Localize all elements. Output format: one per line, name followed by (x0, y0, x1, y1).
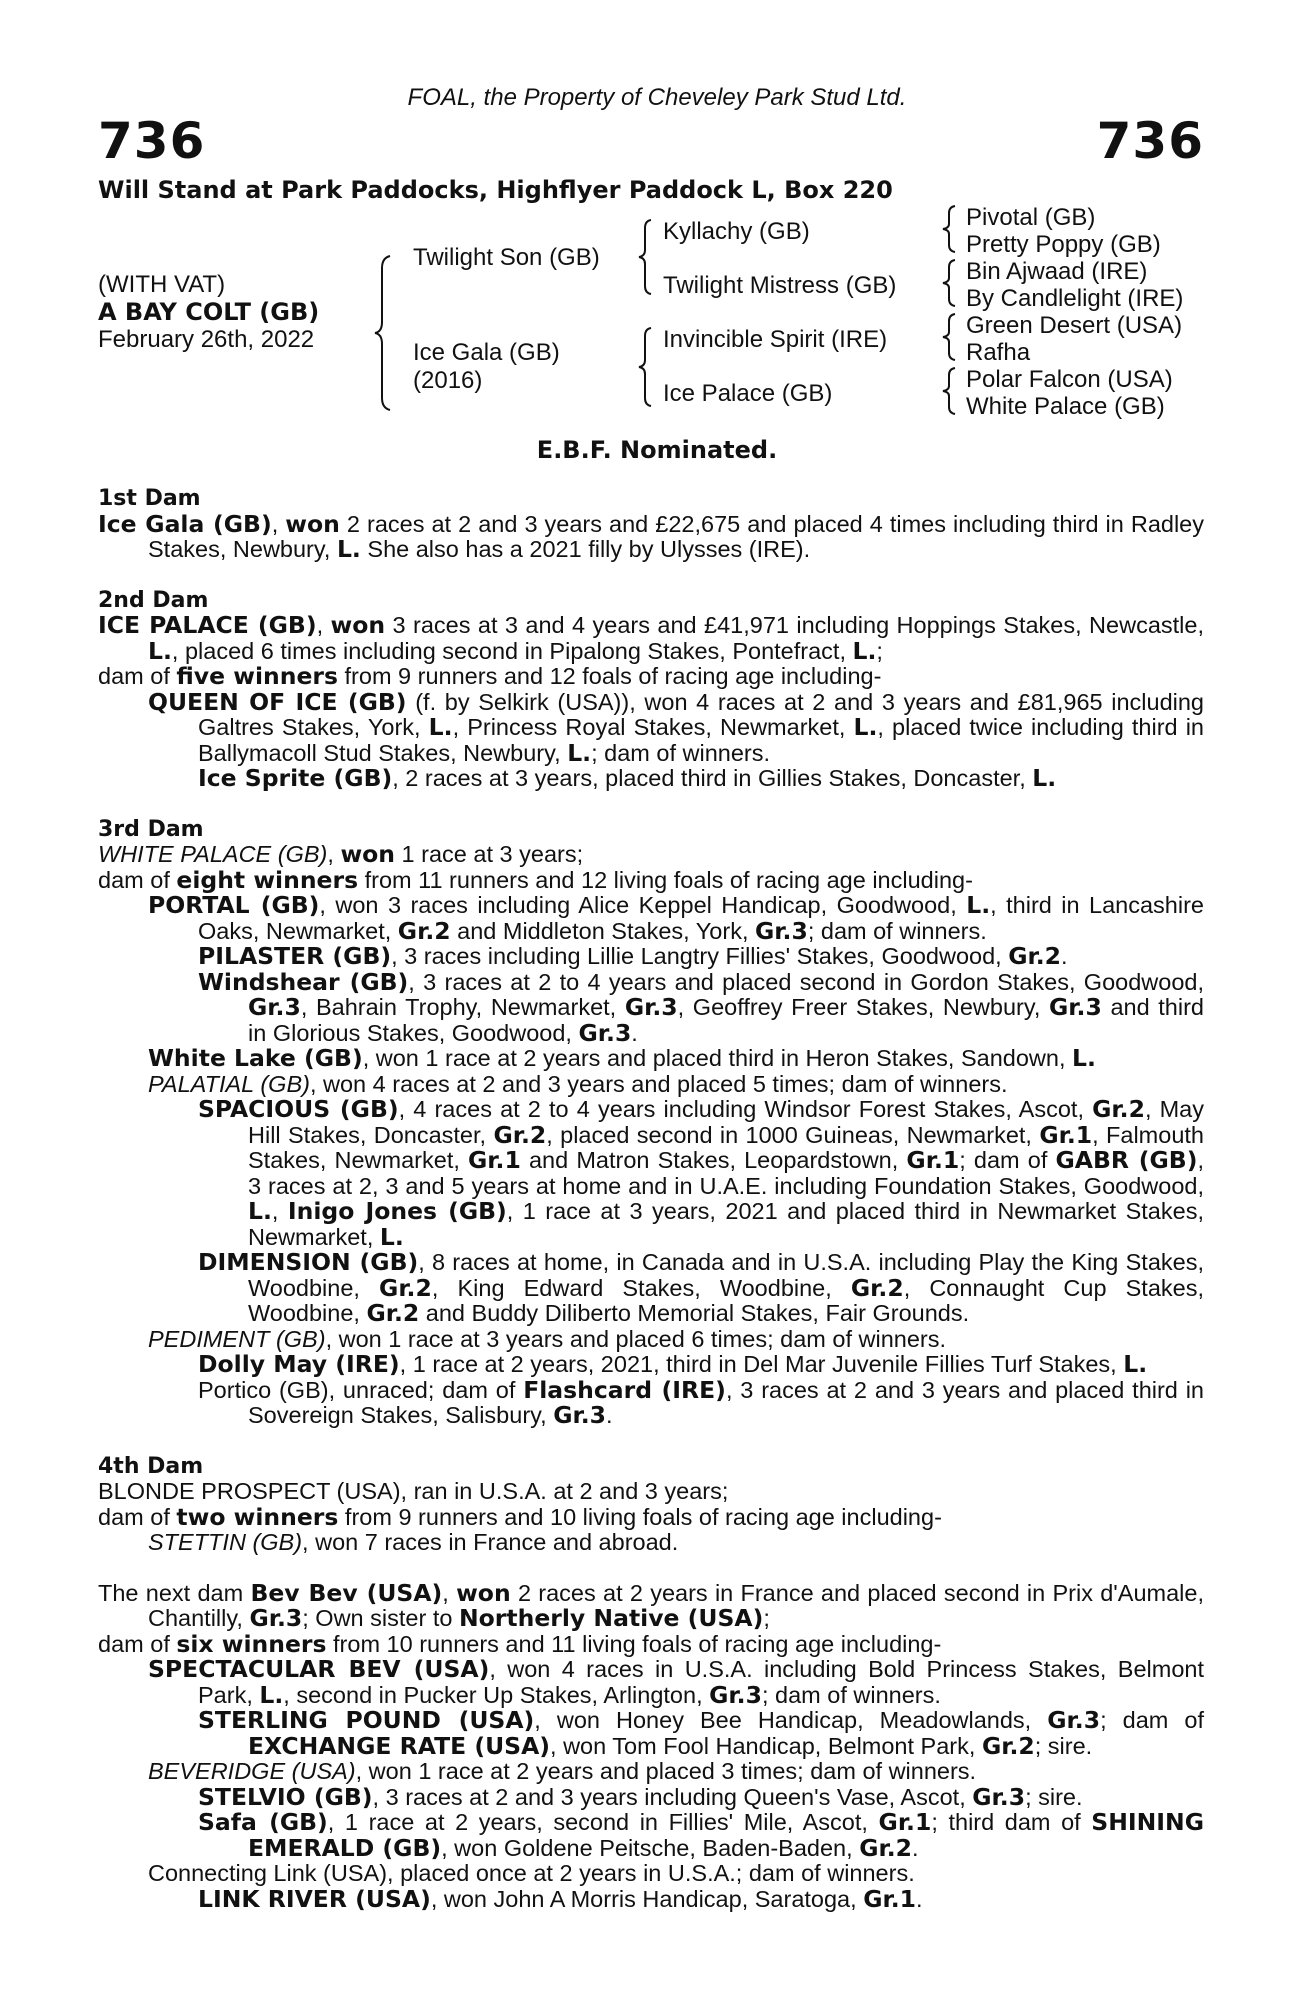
record-entry (98, 893, 1204, 944)
text-run: , 1 race at 2 years, 2021, third in Del Mar Juvenile Fillies Turf Stakes, (399, 1351, 1124, 1377)
text-run: , Princess Royal Stakes, Newmarket, (452, 714, 854, 740)
bold-text: eight winners (176, 865, 359, 894)
bold-text: Gr.3 (755, 916, 808, 945)
bold-text: SPECTACULAR BEV (USA) (148, 1655, 490, 1683)
text-run: , Connaught Cup Stakes, Woodbine, (248, 1274, 1205, 1326)
record-entry (98, 1759, 1204, 1785)
text-run: , placed second in 1000 Guineas, Newmarket, (546, 1121, 1040, 1148)
text-run: , 3 races at 2 and 3 years and placed third in Sovereign Stakes, Salisbury, (248, 1376, 1205, 1428)
foal-title: FOAL, the Property of Cheveley Park Stud Ltd. (407, 84, 907, 111)
dam-section (98, 1454, 1204, 1556)
bold-text: Gr.2 (379, 1273, 432, 1302)
text-run: , 8 races at home, in Canada and in U.S.A. including Play the King Stakes, Woodbine, (248, 1249, 1204, 1301)
text-run: , placed twice including third in Ballymacoll Stud Stakes, Newbury, (198, 714, 1204, 766)
text-run: and Middleton Stakes, York, (450, 917, 755, 944)
bold-text: GABR (GB) (1055, 1146, 1198, 1174)
text-run: 2 races at 2 years in France and placed second in Prix d'Aumale, Chantilly, (148, 1579, 1204, 1631)
text-run: 2 races at 2 and 3 years and £22,675 and placed 4 times including third in Radley Stakes, Newbury, (148, 510, 1205, 562)
bold-text: Gr.3 (578, 1018, 632, 1047)
brace-icon (940, 204, 958, 254)
dam-year: (2016) (413, 367, 483, 394)
sire-sire: Kyllachy (GB) (663, 218, 810, 245)
bold-text: Bev Bev (USA) (250, 1578, 443, 1607)
record-entry (98, 1479, 1204, 1505)
record-entry (98, 1072, 1204, 1098)
bold-text: Ice Gala (GB) (98, 509, 272, 538)
foaling-date: February 26th, 2022 (98, 326, 315, 353)
bold-text: Gr.1 (1039, 1120, 1093, 1149)
text-run: ; sire. (1025, 1783, 1083, 1810)
record-entry (98, 664, 1204, 690)
bold-text: L. (259, 1680, 284, 1709)
brace-icon (636, 326, 654, 408)
text-run: , won 1 race at 2 years and placed third in Heron Stakes, Sandown, (362, 1045, 1073, 1071)
bold-text: L. (966, 891, 991, 919)
bold-text: Gr.1 (906, 1146, 960, 1174)
record-entry (98, 1327, 1204, 1353)
record-entry (98, 1884, 1204, 1913)
record-entry (98, 1352, 1204, 1378)
granddam-4: White Palace (GB) (966, 393, 1165, 420)
bold-text: Gr.1 (863, 1884, 916, 1913)
bold-text: DIMENSION (GB) (198, 1248, 419, 1276)
text-run: , won Goldene Peitsche, Baden-Baden, (441, 1834, 860, 1861)
dam-section (98, 588, 1204, 792)
bold-text: ICE PALACE (GB) (98, 611, 317, 639)
granddam-3: Rafha (966, 339, 1031, 366)
lot-name: A BAY COLT (GB) (98, 298, 320, 326)
bold-text: Gr.2 (493, 1120, 547, 1149)
bold-text: Gr.3 (248, 993, 301, 1021)
bold-text: won (330, 611, 386, 639)
bold-text: Gr.2 (850, 1273, 904, 1302)
bold-text: Gr.2 (1008, 942, 1062, 970)
text-run: 1 race at 3 years; (395, 841, 584, 867)
bold-text: White Lake (GB) (148, 1044, 363, 1072)
text-run: , 3 races at 2 and 3 years including Queen's Vase, Ascot, (372, 1783, 973, 1810)
brace-icon (372, 254, 394, 412)
bold-text: Gr.2 (397, 916, 451, 945)
bold-text: PILASTER (GB) (198, 942, 392, 970)
text-run: ; dam of winners. (591, 739, 771, 766)
record-entry (98, 509, 1205, 563)
text-run: , 3 races at 2 to 4 years and placed second in Gordon Stakes, Goodwood, (408, 968, 1204, 995)
bold-text: L. (379, 1222, 404, 1251)
dam-sire: Invincible Spirit (IRE) (663, 326, 888, 353)
text-run: dam of (98, 866, 177, 893)
bold-text: Gr.3 (249, 1604, 303, 1632)
record-entry (98, 1530, 1204, 1556)
record-entry (98, 1502, 1204, 1531)
section-heading: 3rd Dam (98, 816, 204, 842)
text-run: , third in Lancashire Oaks, Newmarket, (198, 892, 1204, 944)
text-run: , won 4 races at 2 and 3 years and placed 5 times; dam of winners. (309, 1070, 1008, 1097)
text-run: Portico (GB), unraced; dam of (198, 1376, 524, 1403)
record-entry (98, 1861, 1204, 1887)
bold-text: L. (248, 1197, 272, 1225)
bold-text: EXCHANGE RATE (USA) (248, 1731, 551, 1760)
record-entry (98, 967, 1204, 1047)
lot-number-left: 736 (98, 112, 206, 170)
bold-text: STELVIO (GB) (198, 1782, 373, 1811)
bold-text: Gr.1 (878, 1808, 932, 1836)
bold-text: Gr.3 (709, 1680, 762, 1709)
bold-text: L. (336, 535, 361, 563)
brace-icon (940, 366, 958, 416)
bold-text: Windshear (GB) (198, 967, 409, 996)
text-run: dam of (98, 1503, 177, 1530)
bold-text: Dolly May (IRE) (198, 1350, 400, 1378)
text-run: ; dam of winners. (761, 1681, 941, 1708)
bold-text: QUEEN OF ICE (GB) (148, 687, 407, 716)
record-entry (98, 1810, 1204, 1861)
record-entry (98, 842, 1204, 868)
text-run: and Buddy Diliberto Memorial Stakes, Fair Grounds. (419, 1300, 970, 1326)
italic-text: BEVERIDGE (USA) (148, 1758, 356, 1784)
section-heading: 2nd Dam (98, 587, 209, 613)
text-run: BLONDE PROSPECT (USA), ran in U.S.A. at 2 and 3 years; (98, 1478, 729, 1504)
text-run: from 9 runners and 12 foals of racing age including- (337, 663, 882, 689)
text-run: ; third dam of (931, 1809, 1092, 1835)
text-run: . (606, 1402, 613, 1428)
bold-text: Flashcard (IRE) (523, 1375, 726, 1404)
brace-icon (940, 312, 958, 362)
italic-text: PEDIMENT (GB) (148, 1325, 326, 1352)
bold-text: L. (148, 636, 172, 665)
grandsire-4: Polar Falcon (USA) (966, 366, 1173, 393)
brace-icon (940, 258, 958, 308)
bold-text: SHINING EMERALD (GB) (248, 1808, 1204, 1862)
record-entry (98, 1250, 1204, 1327)
text-run: , (327, 841, 341, 867)
bold-text: Gr.1 (468, 1146, 521, 1174)
bold-text: Gr.3 (553, 1401, 607, 1429)
grandsire-1: Pivotal (GB) (966, 204, 1096, 231)
record-entry (98, 865, 1204, 894)
text-run: dam of (98, 663, 177, 689)
text-run: , 3 races including Lillie Langtry Fillies' Stakes, Goodwood, (391, 943, 1009, 969)
sire-dam: Twilight Mistress (GB) (663, 272, 897, 299)
text-run: , placed 6 times including second in Pipalong Stakes, Pontefract, (171, 637, 853, 664)
dam-name: Ice Gala (GB) (413, 339, 560, 366)
dam-section (98, 817, 1204, 1429)
record-entry (98, 766, 1204, 792)
stabling-location: Will Stand at Park Paddocks, Highflyer Paddock L, Box 220 (98, 176, 893, 204)
text-run: ; dam of (959, 1147, 1056, 1173)
bold-text: Gr.2 (859, 1833, 912, 1862)
grandsire-2: Bin Ajwaad (IRE) (966, 258, 1148, 285)
bold-text: Gr.2 (366, 1299, 420, 1327)
dam-dam: Ice Palace (GB) (663, 380, 833, 407)
record-entry (98, 1375, 1205, 1429)
ebf-nomination: E.B.F. Nominated. (536, 436, 778, 464)
text-run: She also has a 2021 filly by Ulysses (IRE). (360, 536, 811, 562)
text-run: , (316, 612, 331, 638)
text-run: from 11 runners and 12 living foals of racing age including- (358, 866, 973, 893)
bold-text: two winners (176, 1502, 339, 1531)
record-entry (98, 944, 1204, 970)
text-run: , won Tom Fool Handicap, Belmont Park, (550, 1732, 982, 1759)
text-run: and third in Glorious Stakes, Goodwood, (248, 994, 1204, 1046)
text-run: , 1 race at 2 years, second in Fillies' Mile, Ascot, (327, 1809, 879, 1835)
text-run: , won 4 races in U.S.A. including Bold Princess Stakes, Belmont Park, (198, 1656, 1204, 1708)
text-run: The next dam (98, 1579, 251, 1606)
bold-text: Gr.2 (1092, 1095, 1145, 1123)
bold-text: Ice Sprite (GB) (198, 764, 393, 792)
granddam-2: By Candlelight (IRE) (966, 285, 1184, 312)
text-run: , won 1 race at 3 years and placed 6 times; dam of winners. (325, 1325, 947, 1352)
record-entry (98, 1629, 1204, 1658)
bold-text: L. (852, 636, 877, 665)
text-run: , 2 races at 3 years, placed third in Gillies Stakes, Doncaster, (392, 765, 1033, 791)
text-run: ; Own sister to (302, 1605, 459, 1631)
text-run: (f. by Selkirk (USA)), won 4 races at 2 and 3 years and £81,965 including Galtres Stakes, York, (198, 688, 1205, 740)
text-run: and Matron Stakes, Leopardstown, (520, 1147, 907, 1173)
text-run: ; dam of winners. (807, 917, 987, 944)
record-entry (98, 1657, 1204, 1708)
grandsire-3: Green Desert (USA) (966, 312, 1183, 339)
text-run: , Geoffrey Freer Stakes, Newbury, (677, 994, 1050, 1020)
section-heading: 1st Dam (98, 486, 201, 511)
bold-text: L. (1123, 1350, 1148, 1378)
bold-text: won (340, 840, 396, 868)
text-run: ; (876, 637, 883, 664)
bold-text: Gr.3 (1047, 1706, 1101, 1734)
bold-text: STERLING POUND (USA) (198, 1706, 535, 1734)
text-run: , Falmouth Stakes, Newmarket, (248, 1121, 1204, 1173)
record-entry (98, 1708, 1204, 1759)
text-run: , (271, 1198, 288, 1224)
text-run: . (631, 1019, 638, 1046)
italic-text: PALATIAL (GB) (148, 1070, 310, 1097)
text-run: from 10 runners and 11 living foals of racing age including- (326, 1630, 942, 1657)
text-run: , won 3 races including Alice Keppel Handicap, Goodwood, (319, 892, 967, 918)
bold-text: PORTAL (GB) (148, 891, 320, 919)
record-entry (98, 1046, 1204, 1072)
dam-section (98, 486, 1204, 563)
text-run: . (916, 1885, 923, 1912)
text-run: , (442, 1579, 457, 1606)
brace-icon (636, 218, 654, 296)
section-heading: 4th Dam (98, 1453, 204, 1479)
lot-number-right: 736 (1096, 112, 1204, 170)
text-run: . (1061, 943, 1068, 969)
text-run: , won 1 race at 2 years and placed 3 times; dam of winners. (355, 1758, 977, 1784)
record-entry (98, 687, 1205, 767)
text-run: 3 races at 3 and 4 years and £41,971 including Hoppings Stakes, Newcastle, (385, 612, 1204, 638)
text-run: , won John A Morris Handicap, Saratoga, (430, 1885, 864, 1912)
italic-text: STETTIN (GB) (148, 1529, 303, 1555)
text-run: , 1 race at 3 years, 2021 and placed third in Newmarket Stakes, Newmarket, (248, 1198, 1204, 1250)
text-run: ; dam of (1100, 1707, 1204, 1733)
bold-text: won (456, 1578, 511, 1607)
bold-text: Gr.3 (972, 1782, 1026, 1811)
produce-record (98, 486, 1204, 1937)
text-run: from 9 runners and 10 living foals of racing age including- (338, 1503, 942, 1530)
text-run: , won Honey Bee Handicap, Meadowlands, (534, 1707, 1048, 1733)
bold-text: Gr.2 (981, 1731, 1035, 1760)
text-run: , Bahrain Trophy, Newmarket, (300, 994, 625, 1020)
text-run: dam of (98, 1630, 177, 1657)
bold-text: L. (1072, 1044, 1096, 1072)
text-run: Connecting Link (USA), placed once at 2 years in U.S.A.; dam of winners. (148, 1860, 915, 1886)
record-entry (98, 613, 1204, 664)
vat-note: (WITH VAT) (98, 271, 226, 298)
bold-text: won (285, 509, 340, 538)
bold-text: L. (853, 713, 878, 741)
text-run: , won 7 races in France and abroad. (302, 1529, 679, 1555)
text-run: , second in Pucker Up Stakes, Arlington, (283, 1681, 710, 1708)
text-run: , 3 races at 2, 3 and 5 years at home and in U.A.E. including Foundation Stakes, Goodwood, (248, 1147, 1204, 1199)
bold-text: five winners (176, 662, 338, 690)
text-run: ; (763, 1605, 770, 1631)
bold-text: L. (428, 713, 453, 741)
bold-text: six winners (176, 1629, 327, 1658)
record-entry (98, 1097, 1204, 1250)
bold-text: Gr.3 (1049, 993, 1102, 1021)
bold-text: LINK RIVER (USA) (198, 1884, 431, 1913)
text-run: , (271, 510, 286, 537)
text-run: , 4 races at 2 to 4 years including Windsor Forest Stakes, Ascot, (398, 1096, 1093, 1122)
text-run: . (912, 1834, 919, 1861)
bold-text: Inigo Jones (GB) (287, 1197, 507, 1225)
bold-text: SPACIOUS (GB) (198, 1095, 399, 1123)
bold-text: L. (1032, 764, 1057, 792)
text-run: ; sire. (1034, 1732, 1093, 1759)
bold-text: Northerly Native (USA) (458, 1604, 764, 1632)
bold-text: Safa (GB) (198, 1808, 328, 1836)
record-entry (98, 1578, 1204, 1632)
text-run: , King Edward Stakes, Woodbine, (431, 1274, 851, 1301)
sire-name: Twilight Son (GB) (413, 244, 600, 271)
granddam-1: Pretty Poppy (GB) (966, 231, 1161, 258)
dam-section (98, 1578, 1204, 1913)
italic-text: WHITE PALACE (GB) (98, 841, 328, 867)
record-entry (98, 1782, 1204, 1811)
bold-text: L. (567, 738, 592, 767)
bold-text: Gr.3 (624, 993, 678, 1021)
text-run: , May Hill Stakes, Doncaster, (248, 1096, 1204, 1148)
